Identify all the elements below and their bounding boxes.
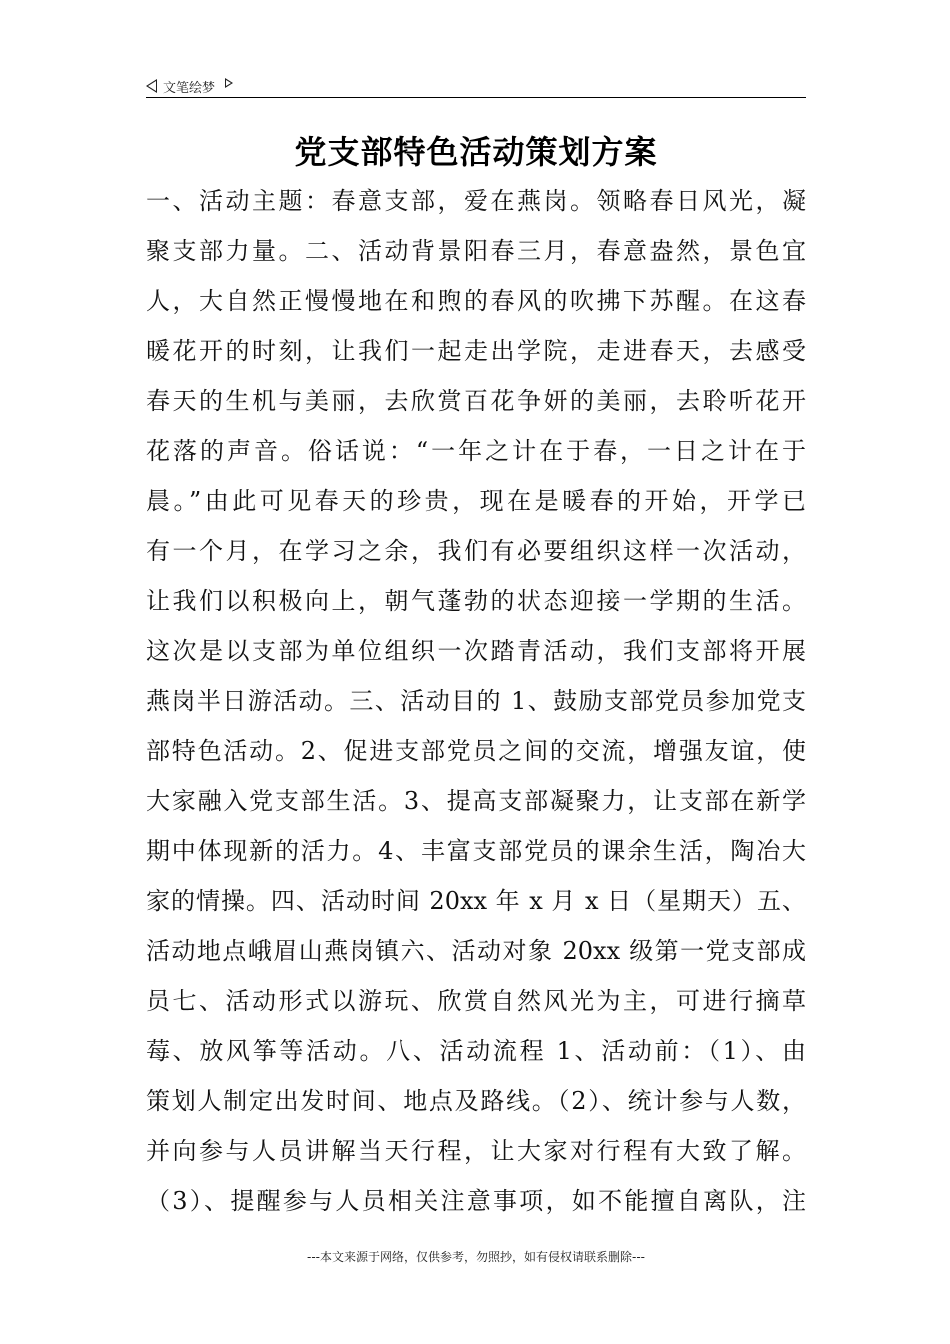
- document-title: 党支部特色活动策划方案: [294, 133, 658, 171]
- body-line: 聚支部力量。二、活动背景阳春三月，春意盎然，景色宜: [146, 237, 806, 265]
- body-line: 晨。”由此可见春天的珍贵，现在是暖春的开始，开学已: [146, 487, 806, 515]
- page-footer-disclaimer: ---本文来源于网络，仅供参考，勿照抄，如有侵权请联系删除---: [307, 1250, 645, 1264]
- body-line: 这次是以支部为单位组织一次踏青活动，我们支部将开展: [146, 637, 806, 665]
- body-line: 员七、活动形式以游玩、欣赏自然风光为主，可进行摘草: [146, 987, 806, 1015]
- document-body: [146, 176, 806, 1226]
- header-label: 文笔绘梦: [163, 80, 216, 96]
- triangle-left-icon: [146, 79, 157, 93]
- body-line: 人，大自然正慢慢地在和煦的春风的吹拂下苏醒。在这春: [146, 287, 806, 315]
- body-line: 部特色活动。2、促进支部党员之间的交流，增强友谊，使: [146, 737, 806, 765]
- body-line: 活动地点峨眉山燕岗镇六、活动对象 20xx 级第一党支部成: [146, 937, 806, 965]
- body-line: 燕岗半日游活动。三、活动目的 1、鼓励支部党员参加党支: [146, 687, 806, 715]
- body-line: 让我们以积极向上，朝气蓬勃的状态迎接一学期的生活。: [146, 587, 806, 615]
- body-line: 莓、放风筝等活动。八、活动流程 1、活动前：（1）、由: [146, 1037, 806, 1065]
- body-line: 期中体现新的活力。4、丰富支部党员的课余生活，陶冶大: [146, 837, 806, 865]
- body-line: 春天的生机与美丽，去欣赏百花争妍的美丽，去聆听花开: [146, 387, 806, 415]
- body-line: 大家融入党支部生活。3、提高支部凝聚力，让支部在新学: [146, 787, 806, 815]
- body-line: 一、活动主题：春意支部，爱在燕岗。领略春日风光，凝: [146, 187, 806, 215]
- body-line: （3）、提醒参与人员相关注意事项，如不能擅自离队，注: [146, 1187, 806, 1215]
- body-line: 暖花开的时刻，让我们一起走出学院，走进春天，去感受: [146, 337, 806, 365]
- page-header: [146, 74, 806, 98]
- triangle-right-icon: [225, 78, 233, 88]
- body-line: 花落的声音。俗话说：“一年之计在于春，一日之计在于: [146, 437, 806, 465]
- header-divider: [146, 97, 806, 98]
- body-line: 策划人制定出发时间、地点及路线。（2）、统计参与人数，: [146, 1087, 806, 1115]
- body-line: 并向参与人员讲解当天行程，让大家对行程有大致了解。: [146, 1137, 806, 1165]
- body-line: 有一个月，在学习之余，我们有必要组织这样一次活动，: [146, 537, 806, 565]
- body-line: 家的情操。四、活动时间 20xx 年 x 月 x 日（星期天）五、: [146, 887, 806, 915]
